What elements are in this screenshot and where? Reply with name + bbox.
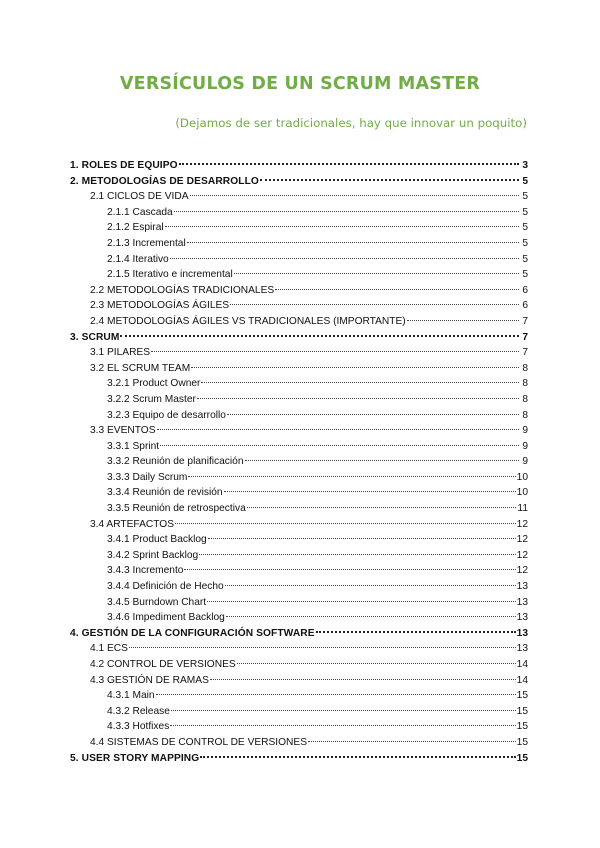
dot-leader <box>237 663 516 664</box>
toc-entry[interactable] <box>70 735 528 751</box>
dot-leader <box>308 741 516 742</box>
toc-entry-title: 4.2 CONTROL DE VERSIONES <box>90 659 236 670</box>
toc-entry[interactable] <box>70 704 528 720</box>
toc-entry-title: 2.1.5 Iterativo e incremental <box>107 269 233 281</box>
toc-entry-page: 13 <box>516 596 528 608</box>
toc-entry[interactable] <box>70 267 528 283</box>
toc-entry-page: 9 <box>522 425 528 437</box>
toc-entry-page: 11 <box>517 503 528 515</box>
toc-entry-title: 2.1.2 Espiral <box>107 222 164 234</box>
dot-leader <box>225 585 516 586</box>
dot-leader <box>226 616 516 617</box>
toc-entry-title: 2.2 METODOLOGÍAS TRADICIONALES <box>90 284 275 296</box>
toc-entry-title: 2.1.1 Cascada <box>107 206 173 218</box>
toc-entry-title: 3.3.4 Reunión de revisión <box>107 487 223 499</box>
toc-entry-title: 3.3.5 Reunión de retrospectiva <box>107 503 246 515</box>
toc-entry-page: 12 <box>516 534 528 546</box>
toc-entry[interactable] <box>70 485 528 501</box>
toc-entry-title: 2.3 METODOLOGÍAS ÁGILES <box>90 300 230 312</box>
toc-entry[interactable] <box>70 439 528 455</box>
toc-entry[interactable] <box>70 330 528 346</box>
dot-leader <box>171 710 516 711</box>
toc-entry[interactable] <box>70 751 528 767</box>
dot-leader <box>160 445 519 446</box>
toc-entry-title: 4.3.3 Hotfixes <box>107 721 170 733</box>
toc-entry[interactable] <box>70 657 528 673</box>
toc-entry-title: 3.3.2 Reunión de planificación <box>107 456 244 468</box>
dot-leader <box>230 304 519 305</box>
toc-entry-title: 3.2 EL SCRUM TEAM <box>90 362 191 374</box>
toc-entry-page: 7 <box>522 315 528 327</box>
dot-leader <box>165 226 519 227</box>
toc-entry-page: 13 <box>516 581 528 593</box>
toc-entry-title: 3.3.1 Sprint <box>107 440 160 452</box>
toc-entry-page: 13 <box>516 612 528 624</box>
toc-entry[interactable] <box>70 470 528 486</box>
toc-entry[interactable] <box>70 408 528 424</box>
dot-leader <box>234 273 519 274</box>
toc-entry-page: 5 <box>522 175 528 187</box>
toc-entry-page: 15 <box>516 705 528 717</box>
toc-entry[interactable] <box>70 595 528 611</box>
toc-entry-title: 4.3 GESTIÓN DE RAMAS <box>90 674 209 686</box>
dot-leader <box>200 756 515 758</box>
toc-entry[interactable] <box>70 252 528 268</box>
toc-entry[interactable] <box>70 579 528 595</box>
toc-entry-page: 8 <box>522 362 528 374</box>
toc-entry-page: 15 <box>516 721 528 733</box>
toc-entry-title: 2.1.4 Iterativo <box>107 253 169 265</box>
toc-entry-title: 3.4.2 Sprint Backlog <box>107 549 199 561</box>
toc-entry-title: 5. USER STORY MAPPING <box>70 752 200 764</box>
dot-leader <box>170 725 515 726</box>
toc-entry[interactable] <box>70 361 528 377</box>
toc-entry-page: 10 <box>516 487 528 499</box>
toc-entry[interactable] <box>70 532 528 548</box>
toc-entry-title: 4.3.2 Release <box>107 705 170 717</box>
toc-entry[interactable] <box>70 454 528 470</box>
dot-leader <box>208 538 516 539</box>
toc-entry-page: 5 <box>522 269 528 281</box>
dot-leader <box>157 429 520 430</box>
dot-leader <box>156 694 516 695</box>
toc-entry-page: 10 <box>516 471 528 483</box>
toc-entry[interactable] <box>70 314 528 330</box>
dot-leader <box>197 398 519 399</box>
toc-entry[interactable] <box>70 688 528 704</box>
toc-entry[interactable] <box>70 158 528 174</box>
toc-entry-title: 4.4 SISTEMAS DE CONTROL DE VERSIONES <box>90 736 308 748</box>
toc-entry-title: 2.1 CICLOS DE VIDA <box>90 191 189 203</box>
dot-leader <box>190 195 519 196</box>
toc-entry-title: 3.4.5 Burndown Chart <box>107 596 207 608</box>
dot-leader <box>210 679 516 680</box>
dot-leader <box>188 476 515 477</box>
document-subtitle: (Dejamos de ser tradicionales, hay que innovar un poquito) <box>175 116 527 130</box>
toc-entry-page: 6 <box>522 300 528 312</box>
toc-entry-title: 3.4.4 Definición de Hecho <box>107 581 224 593</box>
toc-entry[interactable] <box>70 345 528 361</box>
toc-entry-title: 2.4 METODOLOGÍAS ÁGILES VS TRADICIONALES (IMPORTANTE) <box>90 315 406 327</box>
dot-leader <box>245 460 520 461</box>
dot-leader <box>179 163 519 165</box>
dot-leader <box>184 569 515 570</box>
toc-entry-title: 4.3.1 Main <box>107 690 155 702</box>
toc-entry-page: 3 <box>522 160 528 171</box>
toc-entry[interactable] <box>70 673 528 689</box>
toc-entry-title: 3.2.3 Equipo de desarrollo <box>107 409 226 421</box>
toc-entry-page: 13 <box>516 627 528 639</box>
dot-leader <box>151 351 519 352</box>
toc-entry-page: 13 <box>516 643 528 655</box>
toc-entry[interactable] <box>70 641 528 657</box>
dot-leader <box>224 491 516 492</box>
toc-entry-page: 14 <box>516 659 528 670</box>
dot-leader <box>316 631 516 633</box>
toc-entry-title: 3.3 EVENTOS <box>90 425 156 437</box>
toc-entry[interactable] <box>70 189 528 205</box>
toc-entry[interactable] <box>70 501 528 517</box>
dot-leader <box>175 523 516 524</box>
toc-entry-title: 3.2.1 Product Owner <box>107 378 201 390</box>
toc-entry-page: 9 <box>522 456 528 468</box>
toc-entry[interactable] <box>70 205 528 221</box>
toc-entry[interactable] <box>70 423 528 439</box>
toc-entry[interactable] <box>70 517 528 533</box>
dot-leader <box>199 554 515 555</box>
toc-entry-title: 4. GESTIÓN DE LA CONFIGURACIÓN SOFTWARE <box>70 627 315 639</box>
toc-entry-title: 3.4.6 Impediment Backlog <box>107 612 225 624</box>
toc-entry-title: 3.4.1 Product Backlog <box>107 534 207 546</box>
toc-entry-title: 3.3.3 Daily Scrum <box>107 471 188 483</box>
dot-leader <box>170 258 519 259</box>
dot-leader <box>174 211 519 212</box>
toc-entry-page: 5 <box>522 253 528 265</box>
toc-entry-page: 15 <box>516 690 528 702</box>
toc-entry-title: 3.4 ARTEFACTOS <box>90 518 174 530</box>
toc-entry[interactable] <box>70 719 528 735</box>
toc-entry[interactable] <box>70 283 528 299</box>
toc-entry-page: 12 <box>516 549 528 561</box>
toc-entry-page: 5 <box>522 191 528 203</box>
dot-leader <box>187 242 519 243</box>
toc-entry-title: 4.1 ECS <box>90 643 128 655</box>
toc-entry[interactable] <box>70 298 528 314</box>
toc-entry-page: 9 <box>522 440 528 452</box>
dot-leader <box>227 414 519 415</box>
toc-entry-title: 3. SCRUM <box>70 331 120 343</box>
toc-entry-page: 8 <box>522 393 528 405</box>
toc-entry[interactable] <box>70 174 528 190</box>
toc-entry-page: 5 <box>522 222 528 234</box>
dot-leader <box>275 289 519 290</box>
toc-entry[interactable] <box>70 392 528 408</box>
toc-entry-title: 3.2.2 Scrum Master <box>107 393 196 405</box>
toc-entry-page: 14 <box>516 674 528 686</box>
toc-entry-title: 2.1.3 Incremental <box>107 237 186 249</box>
toc-entry-page: 6 <box>522 284 528 296</box>
toc-entry-page: 12 <box>516 565 528 577</box>
toc-entry-page: 15 <box>516 752 528 764</box>
toc-entry-page: 5 <box>522 237 528 249</box>
dot-leader <box>129 647 516 648</box>
dot-leader <box>191 367 519 368</box>
toc-entry-page: 12 <box>516 518 528 530</box>
toc-entry[interactable] <box>70 610 528 626</box>
document-title: VERSÍCULOS DE UN SCRUM MASTER <box>119 74 481 94</box>
dot-leader <box>201 382 519 383</box>
toc-entry-page: 5 <box>522 206 528 218</box>
toc-entry[interactable] <box>70 376 528 392</box>
dot-leader <box>247 507 517 508</box>
toc-entry[interactable] <box>70 220 528 236</box>
toc-entry-title: 3.4.3 Incremento <box>107 565 184 577</box>
toc-entry-title: 2. METODOLOGÍAS DE DESARROLLO <box>70 175 259 187</box>
toc-entry-page: 8 <box>522 409 528 421</box>
toc-entry[interactable] <box>70 626 528 642</box>
dot-leader <box>207 601 516 602</box>
dot-leader <box>407 320 519 321</box>
toc-entry-title: 1. ROLES DE EQUIPO <box>70 160 178 171</box>
toc-entry-page: 7 <box>522 347 528 359</box>
toc-entry-page: 7 <box>522 331 528 343</box>
toc-entry[interactable] <box>70 236 528 252</box>
toc-entry-title: 3.1 PILARES <box>90 347 151 359</box>
toc-entry[interactable] <box>70 563 528 579</box>
toc-entry-page: 15 <box>516 736 528 748</box>
toc-entry-page: 8 <box>522 378 528 390</box>
dot-leader <box>120 335 519 337</box>
table-of-contents <box>70 158 528 766</box>
dot-leader <box>260 179 519 181</box>
toc-entry[interactable] <box>70 548 528 564</box>
